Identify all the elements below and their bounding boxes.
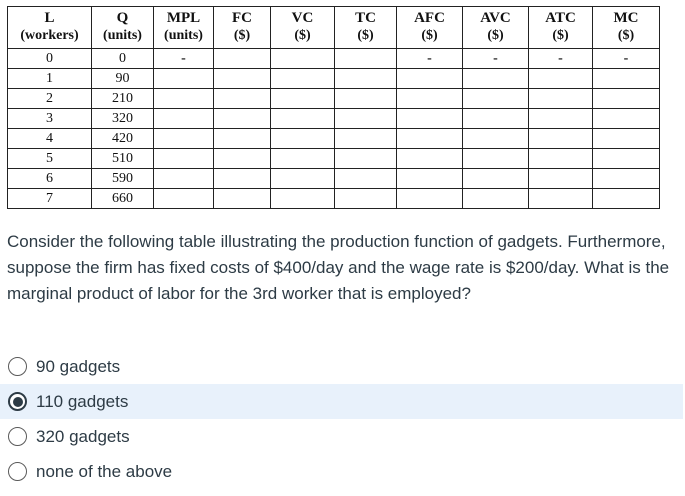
table-cell bbox=[335, 129, 397, 149]
table-row bbox=[8, 109, 660, 129]
table-cell: 3 bbox=[8, 109, 92, 129]
table-cell bbox=[397, 89, 463, 109]
answer-option[interactable] bbox=[0, 349, 685, 384]
table-cell bbox=[463, 89, 529, 109]
header-avc: AVC ($) bbox=[463, 7, 529, 49]
table-cell bbox=[529, 69, 593, 89]
table-cell bbox=[397, 189, 463, 209]
table-cell bbox=[154, 149, 214, 169]
answer-label: 110 gadgets bbox=[36, 391, 129, 411]
table-row bbox=[8, 169, 660, 189]
table-cell: - bbox=[593, 49, 660, 69]
table-cell: - bbox=[529, 49, 593, 69]
table-cell bbox=[463, 109, 529, 129]
table-cell: 1 bbox=[8, 69, 92, 89]
table-cell bbox=[335, 109, 397, 129]
table-cell bbox=[214, 69, 271, 89]
table-cell bbox=[271, 89, 335, 109]
table-cell bbox=[397, 149, 463, 169]
table-cell bbox=[593, 89, 660, 109]
header-fc: FC ($) bbox=[214, 7, 271, 49]
header-tc: TC ($) bbox=[335, 7, 397, 49]
table-cell: 7 bbox=[8, 189, 92, 209]
table-cell: 320 bbox=[92, 109, 154, 129]
table-cell bbox=[271, 149, 335, 169]
table-cell bbox=[271, 49, 335, 69]
table-cell bbox=[463, 169, 529, 189]
table-cell bbox=[397, 69, 463, 89]
table-cell bbox=[593, 149, 660, 169]
question-text: Consider the following table illustrating the production function of gadgets. Furthermore, suppose the firm has fixed costs of $400/day and the wage rate is $200/day. What is the marginal product of labor for the 3rd worker that is employed? bbox=[7, 232, 670, 303]
table-cell bbox=[397, 129, 463, 149]
table-cell bbox=[271, 109, 335, 129]
table-cell bbox=[593, 69, 660, 89]
table-cell bbox=[214, 109, 271, 129]
answer-list bbox=[0, 349, 685, 489]
table-cell: 5 bbox=[8, 149, 92, 169]
table-cell: 2 bbox=[8, 89, 92, 109]
table-cell bbox=[463, 129, 529, 149]
radio-unchecked-icon[interactable] bbox=[8, 357, 27, 376]
table-cell: 510 bbox=[92, 149, 154, 169]
table-cell bbox=[154, 69, 214, 89]
table-cell: - bbox=[397, 49, 463, 69]
table-cell: 660 bbox=[92, 189, 154, 209]
header-atc: ATC ($) bbox=[529, 7, 593, 49]
table-cell: 90 bbox=[92, 69, 154, 89]
table-row bbox=[8, 149, 660, 169]
header-vc: VC ($) bbox=[271, 7, 335, 49]
table-cell bbox=[529, 169, 593, 189]
table-cell: 0 bbox=[8, 49, 92, 69]
table-row bbox=[8, 89, 660, 109]
table-cell bbox=[214, 49, 271, 69]
table-cell bbox=[154, 129, 214, 149]
radio-unchecked-icon[interactable] bbox=[8, 462, 27, 481]
radio-unchecked-icon[interactable] bbox=[8, 427, 27, 446]
table-cell bbox=[397, 109, 463, 129]
table-cell bbox=[593, 169, 660, 189]
answer-option[interactable] bbox=[0, 384, 683, 419]
table-cell bbox=[335, 149, 397, 169]
header-afc: AFC ($) bbox=[397, 7, 463, 49]
table-cell bbox=[214, 149, 271, 169]
table-cell bbox=[214, 129, 271, 149]
table-cell bbox=[463, 149, 529, 169]
table-cell bbox=[335, 169, 397, 189]
table-cell bbox=[397, 169, 463, 189]
table-cell bbox=[271, 69, 335, 89]
table-cell bbox=[463, 189, 529, 209]
table-row bbox=[8, 69, 660, 89]
table-cell bbox=[529, 149, 593, 169]
answer-label: none of the above bbox=[36, 461, 173, 481]
table-cell bbox=[271, 169, 335, 189]
table-cell: - bbox=[463, 49, 529, 69]
table-row bbox=[8, 189, 660, 209]
answer-label: 90 gadgets bbox=[36, 356, 121, 376]
table-cell bbox=[154, 89, 214, 109]
table-cell: 6 bbox=[8, 169, 92, 189]
table-cell bbox=[593, 109, 660, 129]
table-cell bbox=[529, 189, 593, 209]
table-cell bbox=[335, 89, 397, 109]
table-cell: 0 bbox=[92, 49, 154, 69]
table-cell bbox=[271, 189, 335, 209]
header-q: Q (units) bbox=[92, 7, 154, 49]
answer-option[interactable] bbox=[0, 454, 685, 489]
answer-option[interactable] bbox=[0, 419, 685, 454]
table-cell bbox=[529, 89, 593, 109]
header-mpl: MPL (units) bbox=[154, 7, 214, 49]
table-cell bbox=[271, 129, 335, 149]
table-cell bbox=[335, 49, 397, 69]
table-cell bbox=[154, 109, 214, 129]
table-cell bbox=[529, 109, 593, 129]
table-cell bbox=[529, 129, 593, 149]
table-row bbox=[8, 49, 660, 69]
table-cell: 590 bbox=[92, 169, 154, 189]
table-cell bbox=[335, 189, 397, 209]
radio-checked-icon[interactable] bbox=[8, 392, 27, 411]
table-cell: - bbox=[154, 49, 214, 69]
table-cell: 4 bbox=[8, 129, 92, 149]
table-cell bbox=[214, 89, 271, 109]
table-header-row bbox=[8, 7, 660, 49]
table-cell bbox=[593, 189, 660, 209]
production-table bbox=[7, 6, 660, 209]
table-cell bbox=[335, 69, 397, 89]
header-mc: MC ($) bbox=[593, 7, 660, 49]
table-cell bbox=[154, 169, 214, 189]
table-cell bbox=[214, 189, 271, 209]
table-cell: 420 bbox=[92, 129, 154, 149]
answer-label: 320 gadgets bbox=[36, 426, 130, 446]
table-cell: 210 bbox=[92, 89, 154, 109]
table-cell bbox=[214, 169, 271, 189]
table-cell bbox=[154, 189, 214, 209]
table-cell bbox=[463, 69, 529, 89]
table-cell bbox=[593, 129, 660, 149]
header-l: L (workers) bbox=[8, 7, 92, 49]
table-row bbox=[8, 129, 660, 149]
